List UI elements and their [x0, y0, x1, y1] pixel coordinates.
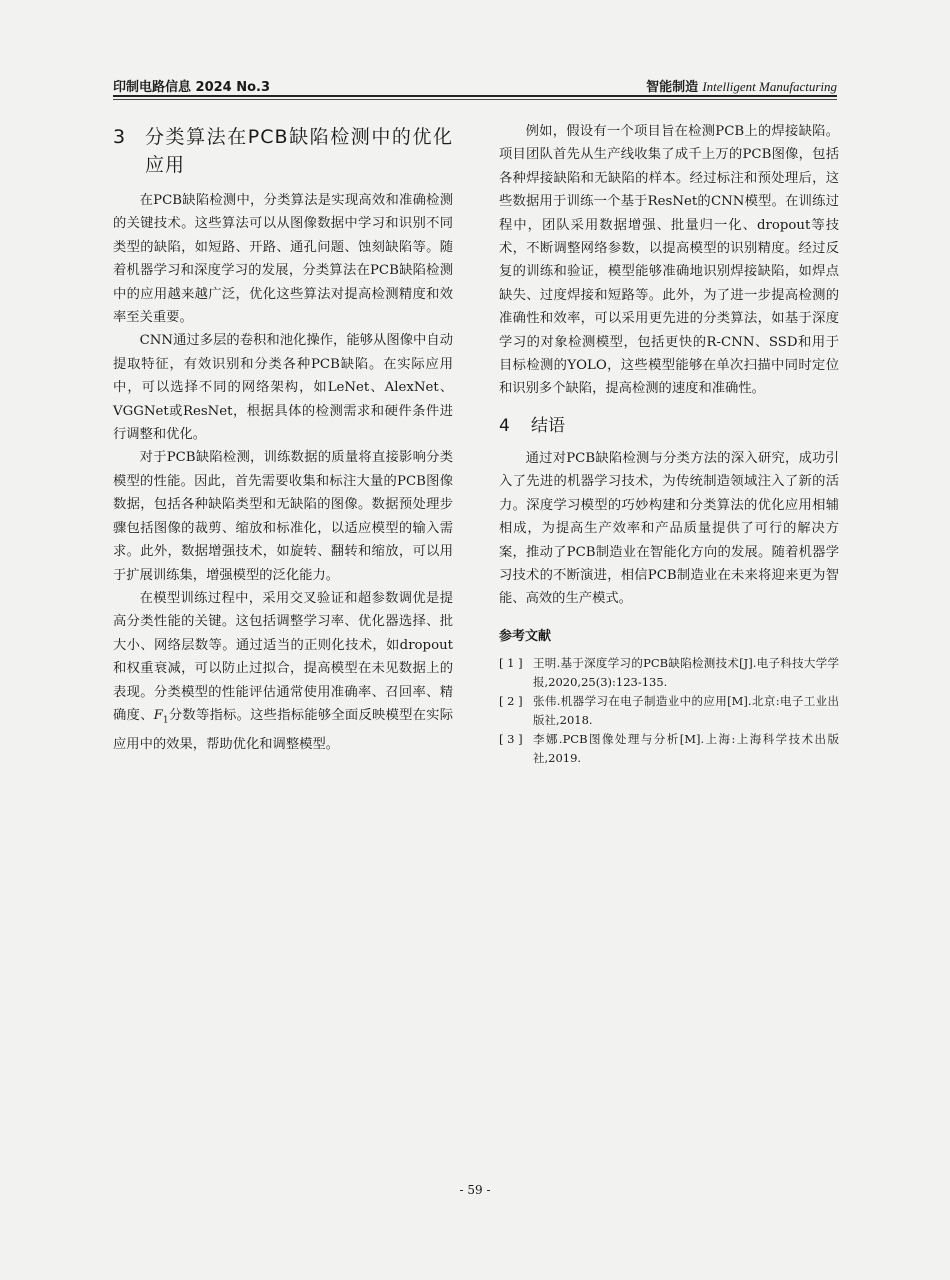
- reference-text: 李娜.PCB图像处理与分析[M].上海:上海科学技术出版社,2019.: [533, 732, 839, 766]
- paragraph: CNN通过多层的卷积和池化操作，能够从图像中自动提取特征，有效识别和分类各种PCB缺陷。在实际应用中，可以选择不同的网络架构，如LeNet、AlexNet、VGGNet或ResNet，根据具体的检测需求和硬件条件进行调整和优化。: [113, 333, 453, 443]
- section-3-number: 3: [113, 126, 126, 148]
- page-number: - 59 -: [459, 1183, 491, 1197]
- paragraph-metrics: [113, 587, 453, 757]
- f1-subscript: 1: [162, 715, 169, 726]
- reference-number: [ 2 ]: [499, 694, 523, 709]
- references-title: 参考文献: [499, 628, 552, 644]
- reference-text: 王明.基于深度学习的PCB缺陷检测技术[J].电子科技大学学报,2020,25(3):123-135.: [533, 656, 839, 690]
- section-label-cn: 智能制造: [646, 80, 699, 95]
- left-column: [113, 120, 453, 756]
- section-4-title: 结语: [531, 415, 565, 436]
- section-3-heading: [113, 123, 453, 179]
- section-4-heading: [499, 413, 839, 439]
- reference-number: [ 3 ]: [499, 732, 523, 747]
- header-rule-thick: [113, 95, 837, 97]
- section-label-en: Intelligent Manufacturing: [702, 79, 837, 94]
- right-column: [499, 120, 839, 768]
- reference-number: [ 1 ]: [499, 656, 523, 671]
- section-3-title: 分类算法在PCB缺陷检测中的优化应用: [145, 126, 453, 176]
- reference-item: [499, 730, 839, 768]
- section-4-number: 4: [499, 415, 510, 436]
- reference-item: [499, 692, 839, 730]
- paragraph: 例如，假设有一个项目旨在检测PCB上的焊接缺陷。项目团队首先从生产线收集了成千上万的PCB图像，包括各种焊接缺陷和无缺陷的样本。经过标注和预处理后，这些数据用于训练一个基于ResNet的CNN模型。在训练过程中，团队采用数据增强、批量归一化、dropout等技术，不断调整网络参数，以提高模型的识别精度。经过反复的训练和验证，模型能够准确地识别焊接缺陷，如焊点缺失、过度焊接和短路等。此外，为了进一步提高检测的准确性和效率，可以采用更先进的分类算法，如基于深度学习的对象检测模型，包括更快的R-CNN、SSD和用于目标检测的YOLO，这些模型能够在单次扫描中同时定位和识别多个缺陷，提高检测的速度和准确性。: [499, 124, 839, 397]
- paragraph-conclusion: 通过对PCB缺陷检测与分类方法的深入研究，成功引入了先进的机器学习技术，为传统制造领域注入了新的活力。深度学习模型的巧妙构建和分类算法的优化应用相辅相成，为提高生产效率和产品质量提供了可行的解决方案，推动了PCB制造业在智能化方向的发展。随着机器学习技术的不断演进，相信PCB制造业在未来将迎来更为智能、高效的生产模式。: [499, 450, 839, 607]
- journal-issue: 印制电路信息 2024 No.3: [113, 80, 271, 95]
- paragraph: 在PCB缺陷检测中，分类算法是实现高效和准确检测的关键技术。这些算法可以从图像数据中学习和识别不同类型的缺陷，如短路、开路、通孔问题、蚀刻缺陷等。随着机器学习和深度学习的发展，分类算法在PCB缺陷检测中的应用越来越广泛，优化这些算法对提高检测精度和效率至关重要。: [113, 193, 453, 326]
- header-rule-thin: [113, 99, 837, 100]
- reference-text: 张伟.机器学习在电子制造业中的应用[M].北京:电子工业出版社,2018.: [533, 694, 839, 728]
- paragraph-text: 在模型训练过程中，采用交叉验证和超参数调优是提高分类性能的关键。这包括调整学习率、优化器选择、批大小、网络层数等。通过适当的正则化技术，如dropout和权重衰减，可以防止过拟合，提高模型在未见数据上的表现。分类模型的性能评估通常使用准确率、召回率、精确度、: [113, 590, 453, 723]
- paragraph: 对于PCB缺陷检测，训练数据的质量将直接影响分类模型的性能。因此，首先需要收集和标注大量的PCB图像数据，包括各种缺陷类型和无缺陷的图像。数据预处理步骤包括图像的裁剪、缩放和标准化，以适应模型的输入需求。此外，数据增强技术，如旋转、翻转和缩放，可以用于扩展训练集，增强模型的泛化能力。: [113, 450, 453, 583]
- paragraph-text-tail: 分数等指标。这些指标能够全面反映模型在实际应用中的效果，帮助优化和调整模型。: [113, 707, 454, 752]
- f1-symbol: F: [153, 707, 163, 723]
- section-label: [646, 76, 837, 95]
- reference-item: [499, 654, 839, 692]
